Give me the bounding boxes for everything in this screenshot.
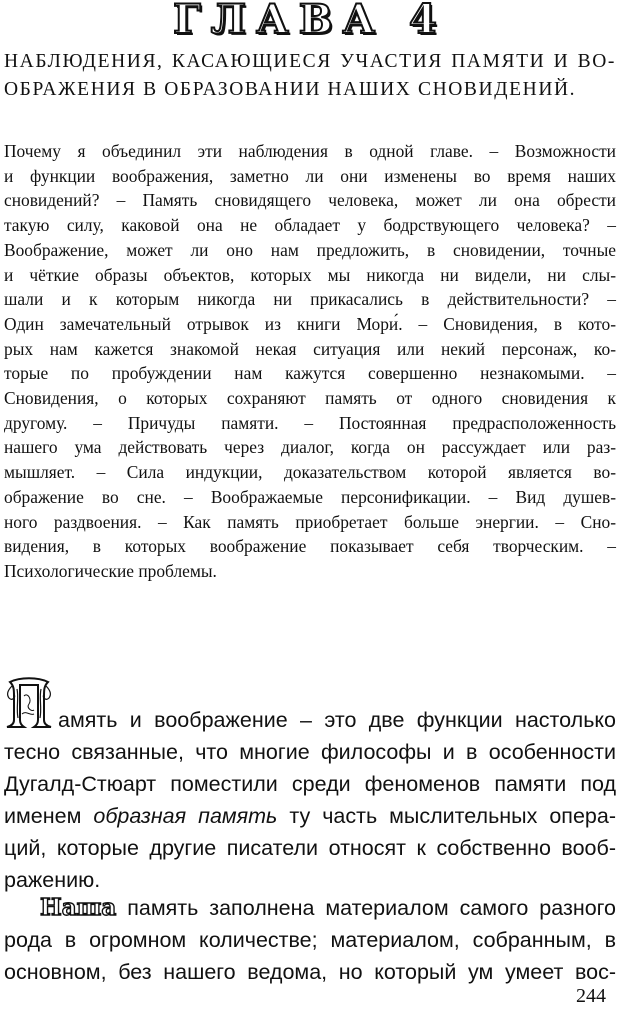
- body-text: ту часть мыслительных опера-: [277, 804, 616, 828]
- summary-line: ображение во сне. – Воображаемые персонификации. – Вид душев-: [4, 486, 616, 507]
- body-line: ражению.: [4, 868, 101, 892]
- summary-line: сновидений? – Память сновидящего человека, может ли она обрести: [4, 190, 616, 211]
- chapter-subtitle: [4, 48, 616, 104]
- summary-line: видения, в которых воображение показывает себя творческим. –: [4, 536, 616, 557]
- subtitle-line: НАБЛЮДЕНИЯ, КАСАЮЩИЕСЯ УЧАСТИЯ ПАМЯТИ И ВО-: [4, 51, 616, 72]
- summary-line: и функции воображения, заметно ли они изменены во время наших: [4, 165, 616, 186]
- body-text: память заполнена материалом самого разного: [116, 896, 616, 920]
- body-line: ций, которые другие писатели относят к собственно вооб-: [4, 836, 616, 860]
- body-text: именем: [4, 804, 94, 828]
- dropcap-letter-icon: [4, 676, 54, 730]
- body-line: тесно связанные, что многие философы и в особенности: [4, 740, 616, 764]
- summary-line: Воображение, может ли оно нам предложить, в сновидении, точные: [4, 239, 616, 260]
- summary-line: Один замечательный отрывок из книги Мори́. – Сновидения, в кото-: [4, 313, 616, 334]
- italic-term: образная память: [93, 804, 278, 828]
- summary-line: такую силу, каковой она не обладает у бодрствующего человека? –: [4, 215, 616, 236]
- summary-line: шали и к которым никогда ни прикасались в действительности? –: [4, 289, 616, 310]
- summary-line: нашего ума действовать через диалог, когда он рассуждает или раз-: [4, 437, 616, 458]
- summary-line: другому. – Причуды памяти. – Постоянная предрасположенность: [4, 412, 616, 433]
- paragraph-2: [4, 892, 616, 988]
- dropcap-ornament: [4, 676, 54, 730]
- paragraph-first-line: амять и воображение – это две функции настолько: [58, 708, 616, 732]
- summary-line: Сновидения, о которых сохраняют память от одного сновидения к: [4, 388, 616, 409]
- page-number: 244: [576, 985, 606, 1007]
- summary-line: Психологические проблемы.: [4, 560, 217, 581]
- chapter-summary: [4, 139, 616, 584]
- body-line: [4, 800, 616, 832]
- paragraph-1: [4, 736, 616, 896]
- chapter-title: ГЛАВА 4: [173, 0, 447, 43]
- summary-line: Почему я объединил эти наблюдения в одной главе. – Возможности: [4, 141, 616, 161]
- summary-line: рых нам кажется знакомой некая ситуация или некий персонаж, ко-: [4, 338, 616, 359]
- body-line: рода в огромном количестве; материалом, собранным, в: [4, 928, 616, 952]
- summary-line: и чёткие образы объектов, которых мы никогда ни видели, ни слы-: [4, 264, 616, 285]
- body-line: Дугалд-Стюарт поместили среди феноменов памяти под: [4, 772, 616, 796]
- ornate-lead-in: Наша: [40, 894, 117, 921]
- subtitle-line: ОБРАЖЕНИЯ В ОБРАЗОВАНИИ НАШИХ СНОВИДЕНИЙ.: [4, 79, 577, 100]
- body-line: основном, без нашего ведома, но который ум умеет вос-: [4, 960, 616, 984]
- body-line: [4, 892, 616, 924]
- summary-line: торые по пробуждении нам кажутся совершенно незнакомыми. –: [4, 363, 616, 384]
- summary-line: ного раздвоения. – Как память приобретает больше энергии. – Сно-: [4, 511, 616, 532]
- summary-line: мышляет. – Сила индукции, доказательством которой является во-: [4, 462, 616, 483]
